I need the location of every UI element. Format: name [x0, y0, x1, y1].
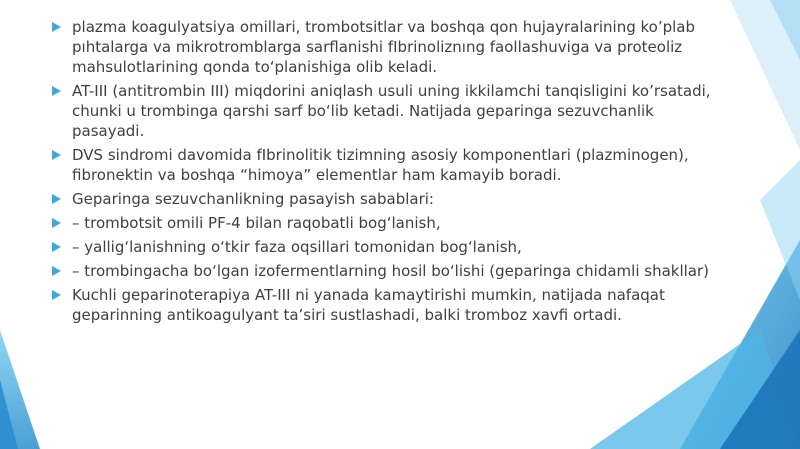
bullet-line: – trombotsit omili PF-4 bilan raqobatli bog‘lanish, — [72, 214, 441, 232]
bullet-line: Kuchli geparinoterapiya AT-III ni yanada kamaytirishi mumkin, natijada nafaqat — [72, 286, 665, 304]
bullet-item — [52, 17, 742, 77]
bullet-item — [52, 285, 742, 325]
bullet-line: mahsulotlarining qonda to‘planishiga olib keladi. — [72, 58, 438, 76]
bullet-line: DVS sindromi davomida fIbrinolitik tizimning asosiy komponentlari (plazminogen), — [72, 146, 689, 164]
triangle-arrow-icon — [52, 86, 61, 96]
bullet-line: – yallig‘lanishning o‘tkir faza oqsillari tomonidan bog‘lanish, — [72, 238, 522, 256]
bullet-line: plazma koagulyatsiya omillari, trombotsitlar va boshqa qon hujayralarining ko’plab — [72, 18, 695, 36]
triangle-arrow-icon — [52, 290, 61, 300]
bullet-item — [52, 189, 742, 209]
bullet-item — [52, 237, 742, 257]
bullet-line: – trombingacha bo‘lgan izofermentlarning hosil bo‘lishi (geparinga chidamli shakllar) — [72, 262, 710, 280]
triangle-arrow-icon — [52, 242, 61, 252]
triangle-arrow-icon — [52, 194, 61, 204]
triangle-arrow-icon — [52, 22, 61, 32]
bullet-line: Geparinga sezuvchanlikning pasayish sabablari: — [72, 190, 434, 208]
bullet-item — [52, 213, 742, 233]
bullet-line: pasayadi. — [72, 122, 145, 140]
bullet-line: fibronektin va boshqa “himoya” elementlar ham kamayib boradi. — [72, 166, 562, 184]
bullet-line: AT-III (antitrombin III) miqdorini aniqlash usuli uning ikkilamchi tanqisligini ko’rsatadi, — [72, 82, 711, 100]
bullet-item — [52, 261, 742, 281]
bullet-list — [52, 17, 742, 329]
bullet-line: pıhtalarga va mikrotromblarga sarflanishi fIbrinoliznıng faollashuviga va proteoliz — [72, 38, 683, 56]
triangle-arrow-icon — [52, 218, 61, 228]
triangle-arrow-icon — [52, 266, 61, 276]
bullet-item — [52, 81, 742, 141]
bullet-line: geparinning antikoagulyant ta’siri sustlashadi, balki tromboz xavfi ortadi. — [72, 306, 622, 324]
bullet-line: chunki u trombinga qarshi sarf bo‘lib ketadi. Natijada geparinga sezuvchanlik — [72, 102, 654, 120]
triangle-arrow-icon — [52, 150, 61, 160]
bullet-item — [52, 145, 742, 185]
